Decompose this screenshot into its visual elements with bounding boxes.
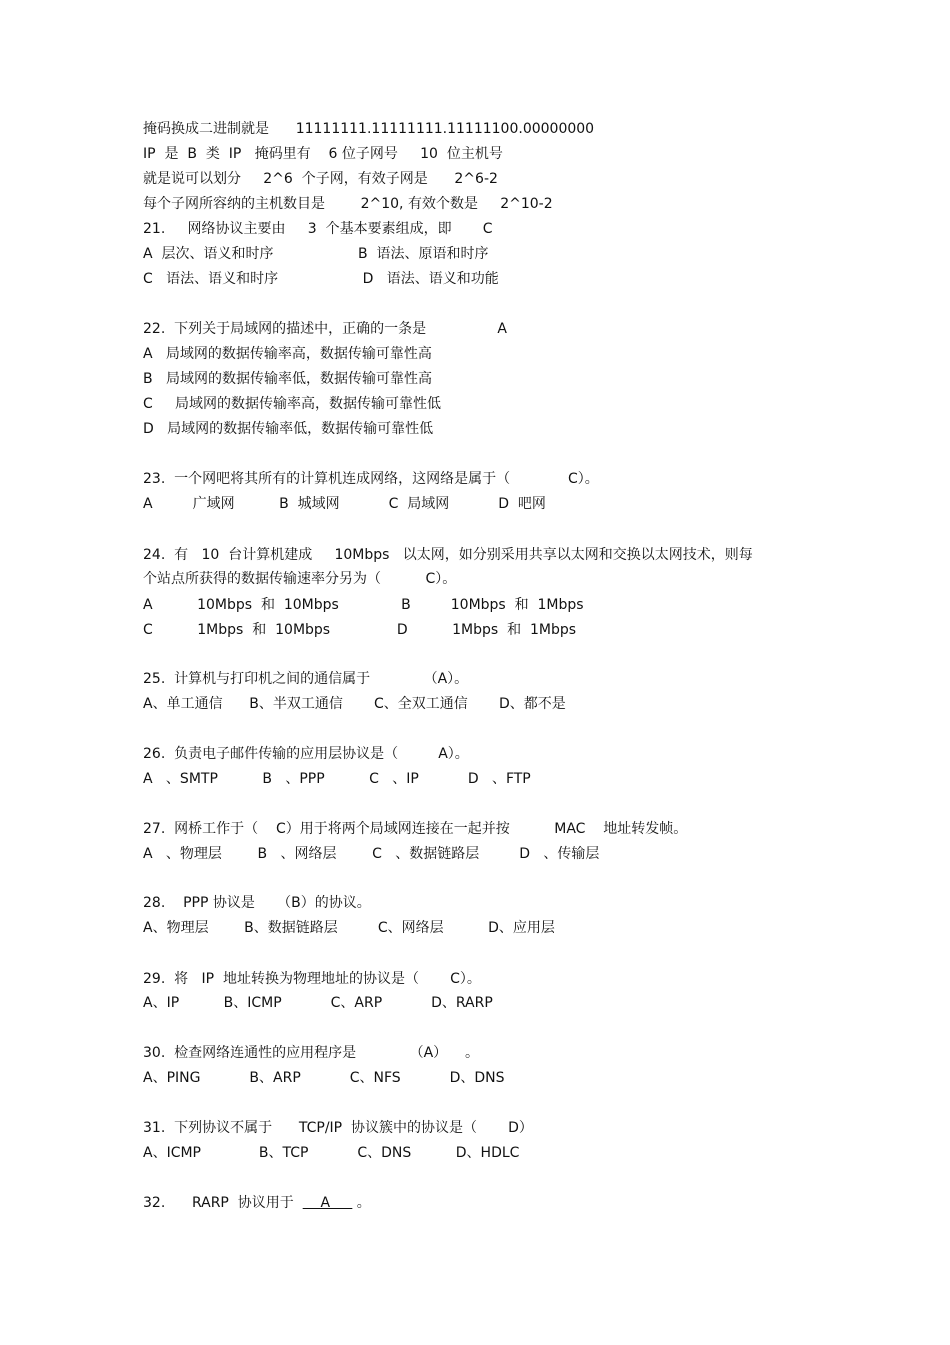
q26-options: A 、SMTP B 、PPP C 、IP D 、FTP (143, 771, 531, 787)
q24-options-2: C 1Mbps 和 10Mbps D 1Mbps 和 1Mbps (143, 622, 577, 638)
q21-options-1: A 层次、语义和时序 B 语法、原语和时序 (143, 246, 489, 262)
q23-options: A 广域网 B 城域网 C 局域网 D 吧网 (143, 496, 546, 512)
q22-option-a: A 局域网的数据传输率高，数据传输可靠性高 (143, 346, 432, 362)
q21-options-2: C 语法、语义和时序 D 语法、语义和功能 (143, 271, 499, 287)
q31-options: A、ICMP B、TCP C、DNS D、HDLC (143, 1145, 520, 1161)
q23-stem: 23. 一个网吧将其所有的计算机连成网络，这网络是属于（ C）。 (143, 471, 599, 487)
q22-stem: 22. 下列关于局域网的描述中，正确的一条是 A (143, 321, 507, 337)
q28-options: A、物理层 B、数据链路层 C、网络层 D、应用层 (143, 920, 555, 936)
q27-options: A 、物理层 B 、网络层 C 、数据链路层 D 、传输层 (143, 846, 600, 862)
q32-answer-blank: A (302, 1195, 353, 1211)
q30-options: A、PING B、ARP C、NFS D、DNS (143, 1070, 505, 1086)
q29-options: A、IP B、ICMP C、ARP D、RARP (143, 995, 493, 1011)
intro-line-4: 每个子网所容纳的主机数目是 2^10, 有效个数是 2^10-2 (143, 196, 553, 212)
q32-stem (143, 1194, 371, 1212)
q31-stem: 31. 下列协议不属于 TCP/IP 协议簇中的协议是（ D） (143, 1120, 533, 1136)
q32-prefix: 32. RARP 协议用于 (143, 1195, 303, 1211)
q24-stem-line-2: 个站点所获得的数据传输速率分另为（ C）。 (143, 571, 457, 587)
q30-stem: 30. 检查网络连通性的应用程序是 （A） 。 (143, 1045, 479, 1061)
q32-suffix: 。 (352, 1195, 371, 1211)
q22-option-d: D 局域网的数据传输率低，数据传输可靠性低 (143, 421, 434, 437)
q29-stem: 29. 将 IP 地址转换为物理地址的协议是（ C）。 (143, 971, 481, 987)
q21-stem: 21. 网络协议主要由 3 个基本要素组成，即 C (143, 221, 493, 237)
q28-stem: 28. PPP 协议是 （B）的协议。 (143, 895, 371, 911)
q22-option-b: B 局域网的数据传输率低，数据传输可靠性高 (143, 371, 432, 387)
q22-option-c: C 局域网的数据传输率高，数据传输可靠性低 (143, 396, 442, 412)
q26-stem: 26. 负责电子邮件传输的应用层协议是（ A）。 (143, 746, 469, 762)
q25-options: A、单工通信 B、半双工通信 C、全双工通信 D、都不是 (143, 696, 566, 712)
intro-line-1: 掩码换成二进制就是 11111111.11111111.11111100.00000000 (143, 121, 595, 137)
q25-stem: 25. 计算机与打印机之间的通信属于 （A）。 (143, 671, 469, 687)
q24-stem-line-1: 24. 有 10 台计算机建成 10Mbps 以太网，如分别采用共享以太网和交换以太网技术，则每 (143, 547, 753, 563)
intro-line-3: 就是说可以划分 2^6 个子网，有效子网是 2^6-2 (143, 171, 498, 187)
q24-options-1: A 10Mbps 和 10Mbps B 10Mbps 和 1Mbps (143, 597, 584, 613)
intro-line-2: IP 是 B 类 IP 掩码里有 6 位子网号 10 位主机号 (143, 146, 503, 162)
q27-stem: 27. 网桥工作于（ C）用于将两个局域网连接在一起并按 MAC 地址转发帧。 (143, 821, 688, 837)
